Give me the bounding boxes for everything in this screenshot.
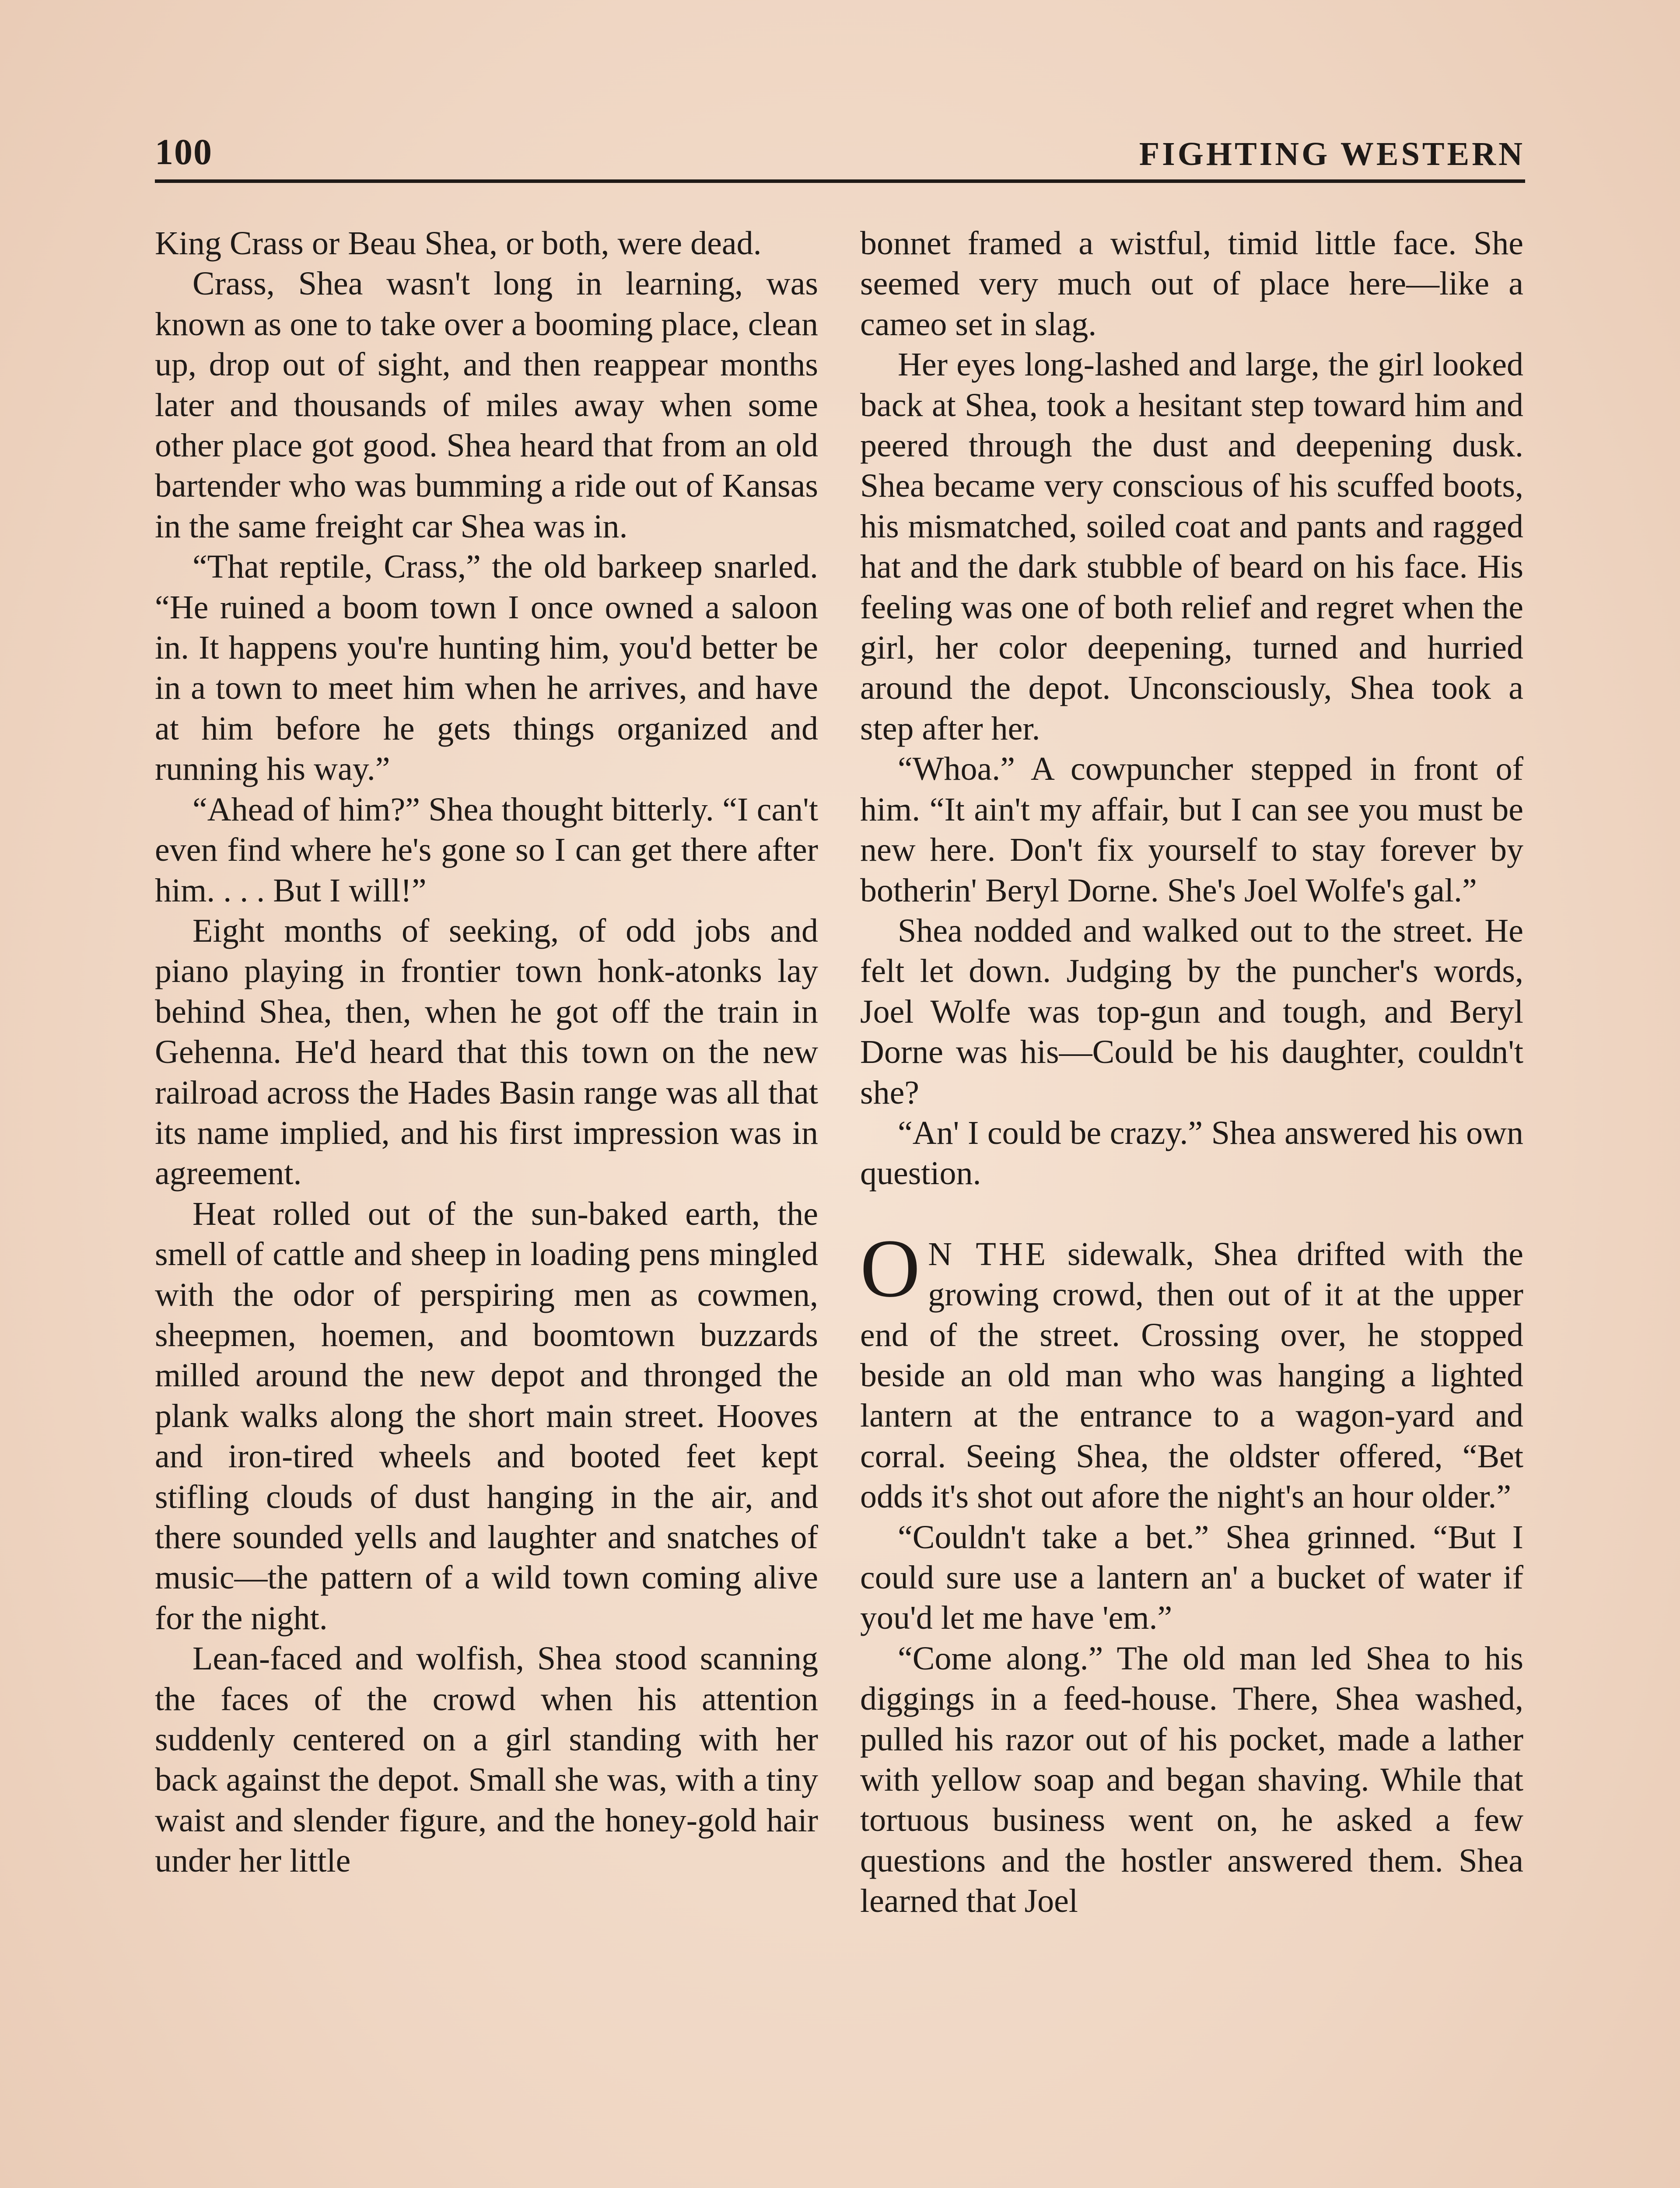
paragraph: Eight months of seeking, of odd jobs and piano playing in frontier town honk-atonks lay behind Shea, then, when he got off the train in Gehenna. He'd heard that this town on the new railroad across the Hades Basin range was all that its name implied, and his first impression was in agreement. bbox=[155, 912, 818, 1192]
lead-in-caps: N THE bbox=[928, 1235, 1049, 1273]
paragraph: “An' I could be crazy.” Shea answered his own question. bbox=[860, 1114, 1523, 1192]
paragraph: “Come along.” The old man led Shea to his diggings in a feed-house. There, Shea washed, pulled his razor out of his pocket, made a lather with yellow soap and began shaving. While that tortuous business went on, he asked a few questions and the hostler answered them. Shea learned that Joel bbox=[860, 1640, 1523, 1920]
page-number: 100 bbox=[155, 132, 213, 172]
paragraph: “Couldn't take a bet.” Shea grinned. “But I could sure use a lantern an' a bucket of water if you'd let me have 'em.” bbox=[860, 1518, 1523, 1637]
paragraph: “Whoa.” A cowpuncher stepped in front of him. “It ain't my affair, but I can see you must be new here. Don't fix yourself to stay forever by botherin' Beryl Dorne. She's Joel Wolfe's gal.” bbox=[860, 750, 1523, 909]
paragraph: “That reptile, Crass,” the old barkeep snarled. “He ruined a boom town I once owned a saloon in. It happens you're hunting him, you'd better be in a town to meet him when he arrives, and have at him before he gets things organized and running his way.” bbox=[155, 548, 818, 788]
running-head bbox=[155, 125, 1525, 173]
paragraph: Her eyes long-lashed and large, the girl looked back at Shea, took a hesitant step toward him and peered through the dust and deepening dusk. Shea became very conscious of his scuffed boots, his mismatched, soiled coat and pants and ragged hat and the dark stubble of beard on his face. His feeling was one of both relief and regret when the girl, her color deepening, turned and hurried around the depot. Unconsciously, Shea took a step after her. bbox=[860, 346, 1523, 747]
header-rule bbox=[155, 179, 1525, 183]
section-opening-paragraph bbox=[860, 1222, 1523, 1517]
paragraph: “Ahead of him?” Shea thought bitterly. “I can't even find where he's gone so I can get there after him. . . . But I will!” bbox=[155, 791, 818, 909]
paragraph: bonnet framed a wistful, timid little face. She seemed very much out of place here—like a cameo set in slag. bbox=[860, 225, 1523, 343]
paragraph: Heat rolled out of the sun-baked earth, the smell of cattle and sheep in loading pens mingled with the odor of perspiring men as cowmen, sheepmen, hoemen, and boomtown buzzards milled around the new depot and thronged the plank walks along the short main street. Hooves and iron-tired wheels and booted feet kept stifling clouds of dust hanging in the air, and there sounded yells and laughter and snatches of music—the pattern of a wild town coming alive for the night. bbox=[155, 1195, 818, 1637]
magazine-title: FIGHTING WESTERN bbox=[1139, 136, 1525, 172]
section-break bbox=[860, 1194, 1523, 1234]
paragraph: Shea nodded and walked out to the street. He felt let down. Judging by the puncher's words, Joel Wolfe was top-gun and tough, and Beryl Dorne was his—Could be his daughter, couldn't she? bbox=[860, 912, 1523, 1111]
left-column bbox=[155, 223, 818, 1881]
right-column bbox=[860, 223, 1523, 1922]
paragraph-text: sidewalk, Shea drifted with the growing crowd, then out of it at the upper end of the street. Crossing over, he stopped beside an old man who was hanging a lighted lantern at the entrance to a wagon-yard and corral. Seeing Shea, the oldster offered, “Bet odds it's shot out afore the night's an hour older.” bbox=[860, 1235, 1523, 1515]
paragraph: King Crass or Beau Shea, or both, were dead. bbox=[155, 225, 762, 262]
drop-cap: O bbox=[860, 1222, 920, 1315]
paragraph: Crass, Shea wasn't long in learning, was known as one to take over a booming place, clean up, drop out of sight, and then reappear months later and thousands of miles away when some other place got good. Shea heard that from an old bartender who was bumming a ride out of Kansas in the same freight car Shea was in. bbox=[155, 265, 818, 545]
paragraph: Lean-faced and wolfish, Shea stood scanning the faces of the crowd when his attention suddenly centered on a girl standing with her back against the depot. Small she was, with a tiny waist and slender figure, and the honey-gold hair under her little bbox=[155, 1640, 818, 1879]
